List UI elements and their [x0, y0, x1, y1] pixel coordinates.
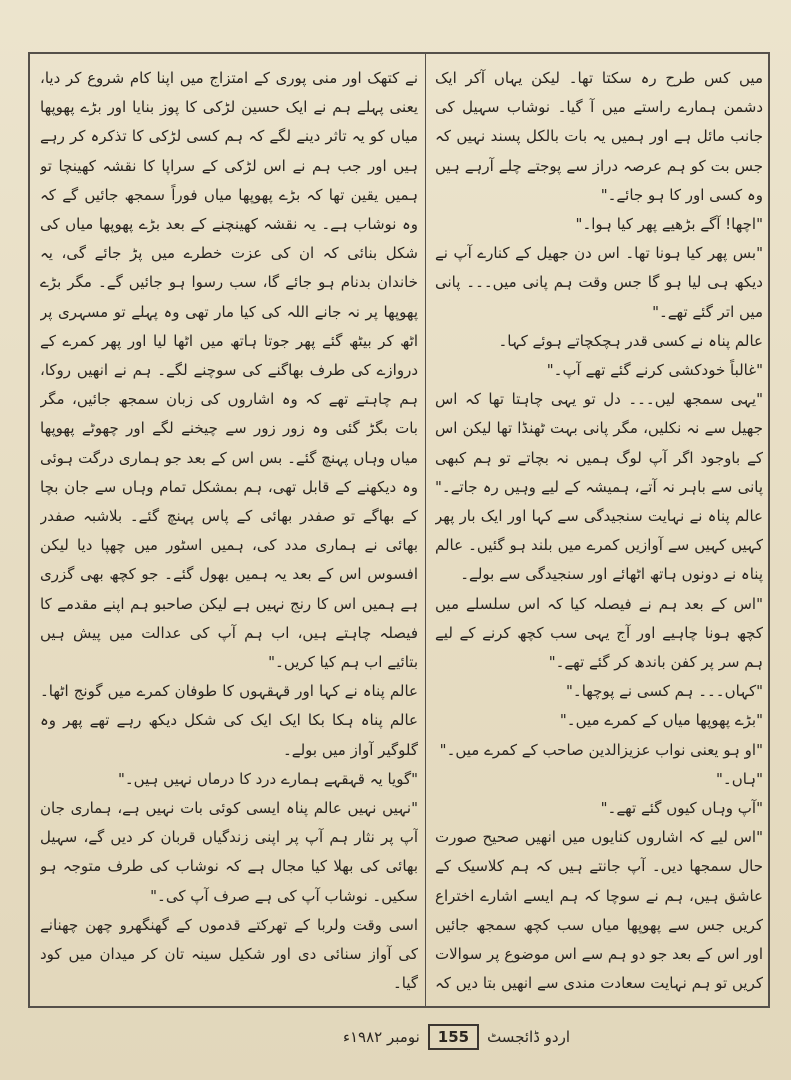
issue-date: نومبر ۱۹۸۲ء: [342, 1028, 420, 1046]
paragraph: "آپ وہاں کیوں گئے تھے۔": [600, 799, 763, 818]
page-footer: [270, 1020, 570, 1054]
magazine-name: اردو ڈائجسٹ: [487, 1028, 570, 1046]
paragraph: عالم پناہ نے کہا اور قہقہوں کا طوفان کمرے میں گونج اٹھا۔ عالم پناہ ہکا بکا ایک ایک کی شکل دیکھ رہے تھے پھر وہ گلوگیر آواز میں بولے۔: [40, 682, 418, 759]
paragraph: "گویا یہ قہقہے ہمارے درد کا درماں نہیں ہیں۔": [117, 769, 418, 788]
paragraph: "اس کے بعد ہم نے فیصلہ کیا کہ اس سلسلے میں کچھ ہونا چاہیے اور آج یہی سب کچھ کرنے کے لیے ہم سر پر کفن باندھ کر گئے تھے۔": [435, 594, 763, 672]
left-column: [40, 64, 418, 1004]
paragraph: "اس لیے کہ اشاروں کنایوں میں انھیں صحیح صورت حال سمجھا دیں۔ آپ جانتے ہیں کہ ہم کلاسیک کے عاشق ہیں، ہم نے سوچا کہ ہم ایسے اشارے اختراع کریں جس سے پھوپھا میاں سب کچھ سمجھ جائیں اور اس کے بعد جو دو ہم سے اس موضوع پر سوالات کریں تو ہم نہایت سعادت مندی سے انھیں بتا دیں کہ: [435, 828, 763, 993]
column-divider: [425, 54, 426, 1006]
paragraph: "او ہو یعنی نواب عزیزالدین صاحب کے کمرے میں۔": [439, 740, 763, 759]
paragraph: میں کس طرح رہ سکتا تھا۔ لیکن یہاں آکر ایک دشمن ہمارے راستے میں آ گیا۔ نوشاب سہیل کی جانب مائل ہے اور ہمیں یہ بات بالکل پسند نہیں کہ جس بت کو ہم عرصہ دراز سے پوجتے چلے آرہے ہیں وہ کسی اور کا ہو جائے۔": [435, 69, 763, 204]
paragraph: "غالباً خودکشی کرنے گئے تھے آپ۔": [546, 361, 763, 380]
paragraph: "بس پھر کیا ہونا تھا۔ اس دن جھیل کے کنارے آپ نے دیکھ ہی لیا ہو گا جس وقت ہم پانی میں۔۔۔ پانی میں اتر گئے تھے۔": [435, 244, 763, 321]
paragraph: "کہاں۔۔۔ ہم کسی نے پوچھا۔": [566, 682, 763, 701]
paragraph: "نہیں نہیں عالم پناہ ایسی کوئی بات نہیں ہے، ہماری جان آپ پر نثار ہم آپ پر اپنی زندگیاں قربان کر دیں گے، سہیل بھائی کی بھلا کیا مجال ہے کہ نوشاب کی طرف متوجہ ہو سکیں۔ نوشاب آپ کی ہے صرف آپ کی۔": [40, 799, 418, 905]
paragraph: [40, 999, 418, 1005]
paragraph: اسی وقت ولربا کے تھرکتے قدموں کے گھنگھرو چھن چھنانے کی آواز سنائی دی اور شکیل سینہ تان کر میدان میں کود گیا۔: [40, 915, 418, 993]
paragraph: "ہاں۔": [716, 769, 763, 788]
paragraph: نے کتھک اور منی پوری کے امتزاج میں اپنا کام شروع کر دیا، یعنی پہلے ہم نے ایک حسین لڑکی کا پوز بنایا اور بڑے پھوپھا میاں کو یہ تاثر دینے لگے کہ ہم کسی لڑکی کا تذکرہ کر رہے ہیں اور جب ہم نے اس لڑکی کے سراپا کا نقشہ کھینچا تو ہمیں یقین تھا کہ بڑے پھوپھا میاں فوراً سمجھ جائیں گے کہ وہ نوشاب ہے۔ یہ نقشہ کھینچنے کے بعد بڑے پھوپھا میاں کی شکل بنائی کہ ان کی عزت خطرے میں پڑ جائے گی، یہ خاندان بدنام ہو جائے گا، سب رسوا ہو جائیں گے۔ مگر بڑے پھوپھا پر نہ جانے اللہ کی کیا مار تھی وہ پہلے تو مسہری پر اٹھ کر بیٹھ گئے پھر جوتا ہاتھ میں اٹھا لیا اور پھر کمرے کے دروازے کی طرف بھاگنے کی سوچنے لگے۔ ہم نے انھیں روکا، ہم چاہتے تھے کہ وہ اشاروں کی زبان سمجھ جائیں، مگر بات بگڑ گئی وہ زور زور سے چیخنے لگے اور چھوٹے پھوپھا میاں وہاں پہنچ گئے۔ بس اس کے بعد جو ہماری درگت ہوئی وہ دیکھنے کے قابل تھی، ہم بمشکل تمام وہاں سے جان بچا کے بھاگے تو صفدر بھائی کے پاس پہنچ گئے۔ بلاشبہ صفدر بھائی نے ہماری مدد کی، ہمیں اسٹور میں چھپا دیا لیکن افسوس اس کے بعد یہ ہمیں بھول گئے۔ جو کچھ بھی گزری ہے ہمیں اس کا رنج نہیں ہے لیکن صاحبو ہم اپنے مقدمے کا فیصلہ چاہتے ہیں، اب ہم آپ کی عدالت میں پیش ہیں بتائیے اب ہم کیا کریں۔": [40, 69, 418, 672]
paragraph: "بڑے پھوپھا میاں کے کمرے میں۔": [559, 711, 763, 730]
paragraph: "اچھا! آگے بڑھیے پھر کیا ہوا۔": [575, 215, 763, 234]
right-column: [435, 64, 763, 1004]
page-number: 155: [428, 1024, 479, 1050]
text-frame: [28, 52, 770, 1008]
paragraph: عالم پناہ نے کسی قدر ہچکچاتے ہوئے کہا۔: [498, 331, 763, 350]
paragraph: "یہی سمجھ لیں۔۔۔ دل تو یہی چاہتا تھا کہ اس جھیل سے نہ نکلیں، مگر پانی بہت ٹھنڈا تھا لیکن اس کے باوجود اگر آپ لوگ ہمیں نہ بچاتے تو ہم کبھی پانی سے باہر نہ آتے، ہمیشہ کے لیے وہیں رہ جاتے۔" عالم پناہ نے نہایت سنجیدگی سے کہا اور ایک بار پھر کہیں کہیں سے آوازیں کمرے میں بلند ہو گئیں۔ عالم پناہ نے دونوں ہاتھ اٹھائے اور سنجیدگی سے بولے۔: [435, 390, 763, 584]
